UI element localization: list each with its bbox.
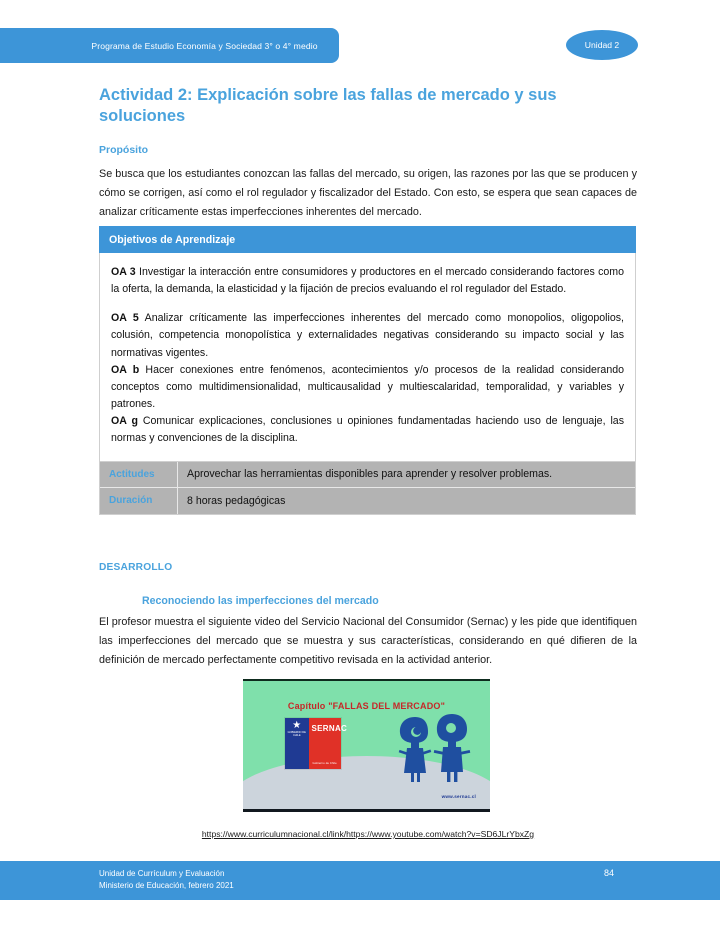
cartoon-characters-illustration: [395, 711, 475, 783]
sernac-logo-subtitle: GOBIERNO DE CHILE: [287, 731, 306, 737]
attribute-value-cell: [178, 462, 635, 487]
attribute-label-cell: [100, 488, 178, 514]
footer-text: [99, 868, 234, 892]
objetivos-table-header-label: Objetivos de Aprendizaje: [109, 233, 236, 246]
sernac-logo: [285, 718, 348, 769]
unit-badge: [566, 30, 638, 60]
oa-entry-text: Hacer conexiones entre fenómenos, acontecimientos y/o procesos de la realidad considerando conceptos como multidimensionalidad, multicausalidad y multiescalaridad, temporalidad, y variables y patrones.: [111, 363, 625, 411]
oa-entry: [111, 310, 624, 361]
oa-entry-text: Analizar críticamente las imperfecciones inherentes del mercado como monopolios, oligopolios, colusión, competencia monopolística y externalidades negativas considerando su impacto social y las normativas vigentes.: [111, 312, 624, 359]
objetivos-table: [99, 226, 636, 515]
coat-of-arms-icon: ★: [292, 720, 302, 731]
unit-badge-label: Unidad 2: [584, 40, 620, 50]
table-row: [100, 462, 635, 488]
video-watermark-url: www.sernac.cl: [441, 794, 476, 799]
oa-entry: [111, 413, 624, 447]
attribute-label: Actitudes: [109, 468, 155, 480]
video-caption: Capítulo "FALLAS DEL MERCADO": [287, 701, 446, 711]
attributes-table: [99, 462, 636, 515]
oa-entry-code: OA b: [111, 363, 140, 376]
objetivos-table-header: [99, 226, 636, 253]
header-program-bar: [0, 28, 339, 63]
footer-line-1: Unidad de Currículum y Evaluación: [99, 869, 225, 878]
oa-entry-code: OA 5: [111, 312, 139, 325]
oa-entry-text: Investigar la interacción entre consumidores y productores en el mercado considerando factores como la oferta, la demanda, la elasticidad y la fijación de precios evaluando el rol regulador del Estado.: [111, 266, 624, 296]
table-row: [100, 488, 635, 514]
proposito-body: Se busca que los estudiantes conozcan las fallas del mercado, su origen, las razones por las que se producen y cómo se corrigen, así como el rol regulador y fiscalizador del Estado. Con esto, se espera que sean capaces de analizar críticamente estas imperfecciones inherentes del mercado.: [99, 168, 637, 218]
objetivos-table-body: [99, 253, 636, 462]
page-title: Actividad 2: Explicación sobre las fallas de mercado y sus soluciones: [99, 86, 557, 126]
source-link[interactable]: https://www.curriculumnacional.cl/link/https://www.youtube.com/watch?v=SD6JLrYbxZg: [201, 829, 535, 839]
desarrollo-heading: DESARROLLO: [99, 562, 173, 573]
oa-entry-text: Comunicar explicaciones, conclusiones u opiniones fundamentadas haciendo uso de lenguaje, las normas y convenciones de la disciplina.: [111, 415, 624, 445]
sernac-logo-gob: Gobierno de Chile: [312, 761, 337, 765]
attribute-value: 8 horas pedagógicas: [187, 494, 286, 507]
attribute-value-cell: [178, 488, 635, 514]
header-program-label: Programa de Estudio Economía y Sociedad 3° o 4° medio: [91, 40, 318, 51]
video-bottom-bar: [243, 809, 490, 812]
footer-line-2: Ministerio de Educación, febrero 2021: [99, 881, 234, 890]
oa-entry-code: OA 3: [111, 266, 136, 278]
desarrollo-body: El profesor muestra el siguiente video del Servicio Nacional del Consumidor (Sernac) y les pide que identifiquen las imperfecciones del mercado que se muestra y sus características, considerando en qué difieren de la definición de mercado perfectamente competitivo revisada en la actividad anterior.: [99, 616, 637, 666]
sernac-logo-wordmark-panel: [309, 718, 348, 769]
footer-page-number: 84: [604, 868, 615, 878]
proposito-heading: Propósito: [99, 144, 148, 156]
oa-entry: [111, 362, 624, 413]
attribute-label: Duración: [109, 495, 153, 507]
video-thumbnail[interactable]: [243, 679, 490, 812]
sernac-logo-word: SERNAC: [311, 724, 348, 733]
desarrollo-subheading: Reconociendo las imperfecciones del mercado: [142, 595, 379, 607]
sernac-logo-emblem-panel: [285, 718, 309, 769]
oa-entry: [111, 264, 624, 298]
attribute-value: Aprovechar las herramientas disponibles para aprender y resolver problemas.: [187, 468, 553, 481]
attribute-label-cell: [100, 462, 178, 487]
oa-entry-code: OA g: [111, 415, 138, 428]
